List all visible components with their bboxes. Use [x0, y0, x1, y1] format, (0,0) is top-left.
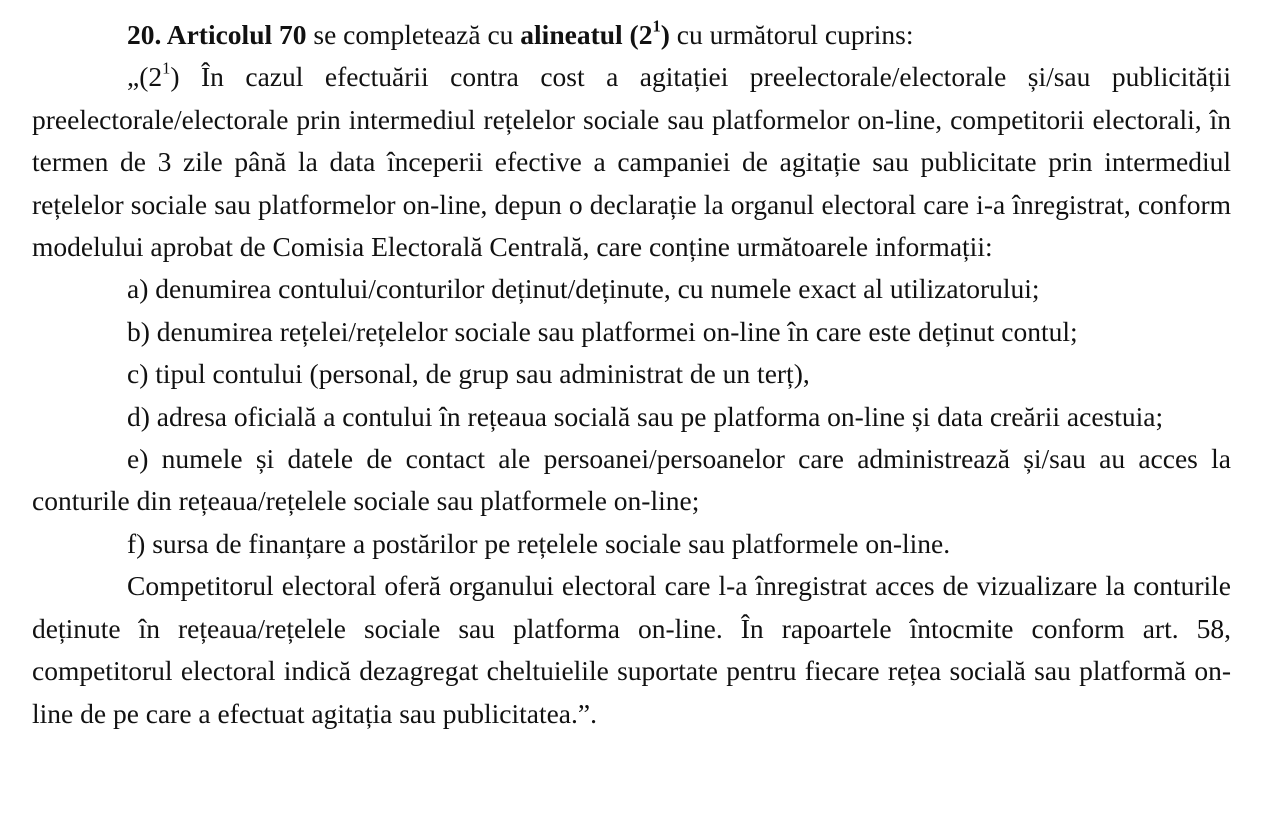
heading-tail-text: cu următorul cuprins:	[669, 19, 914, 50]
article-number: 20. Articolul 70	[127, 19, 307, 50]
amendment-heading	[32, 14, 1231, 56]
list-item-a: a) denumirea contului/conturilor deținut/deținute, cu numele exact al utilizatorului;	[127, 273, 1040, 305]
document-body	[32, 14, 1231, 735]
list-item-f: f) sursa de finanțare a postărilor pe rețelele sociale sau platformele on-line.	[127, 527, 951, 559]
intro-paragraph: $„(2^1)$ În cazul efectuării contra cost a agitației preelectorale/electorale și/sau publicității preelectorale/electorale prin intermediul rețelelor sociale sau platformelor on-line, competitorii electorali, în termen de 3 zile până la data începerii efective a campaniei de agitație sau publicitate prin intermediul rețelelor sociale sau platformelor on-line, depun o declarație la organul electoral care i-a înregistrat, conform modelului aprobat de Comisia Electorală Centrală, care conține următoarele informații:	[32, 59, 1231, 263]
list-item-d: d) adresa oficială a contului în rețeaua socială sau pe platforma on-line și data creării acestuia;	[127, 400, 1164, 432]
list-item-b: b) denumirea rețelei/rețelelor sociale sau platformei on-line în care este deținut contul;	[127, 315, 1078, 347]
heading-mid-text: se completează cu	[306, 19, 521, 50]
closing-paragraph: Competitorul electoral oferă organului electoral care l-a înregistrat acces de vizualizare la conturile deținute în rețeaua/rețelele sociale sau platforma on-line. În rapoartele întocmite conform art. 58, competitorul electoral indică dezagregat cheltuielile suportate pentru fiecare rețea socială sau platformă on-line de pe care a efectuat agitația sau publicitatea.”.	[32, 570, 1231, 729]
alineat-reference: alineatul $(2^1)$	[520, 16, 670, 50]
list-item-c: c) tipul contului (personal, de grup sau administrat de un terț),	[127, 358, 810, 390]
list-item-e: e) numele și datele de contact ale persoanei/persoanelor care administrează și/sau au acces la conturile din rețeaua/rețelele sociale sau platformele on-line;	[32, 443, 1231, 517]
